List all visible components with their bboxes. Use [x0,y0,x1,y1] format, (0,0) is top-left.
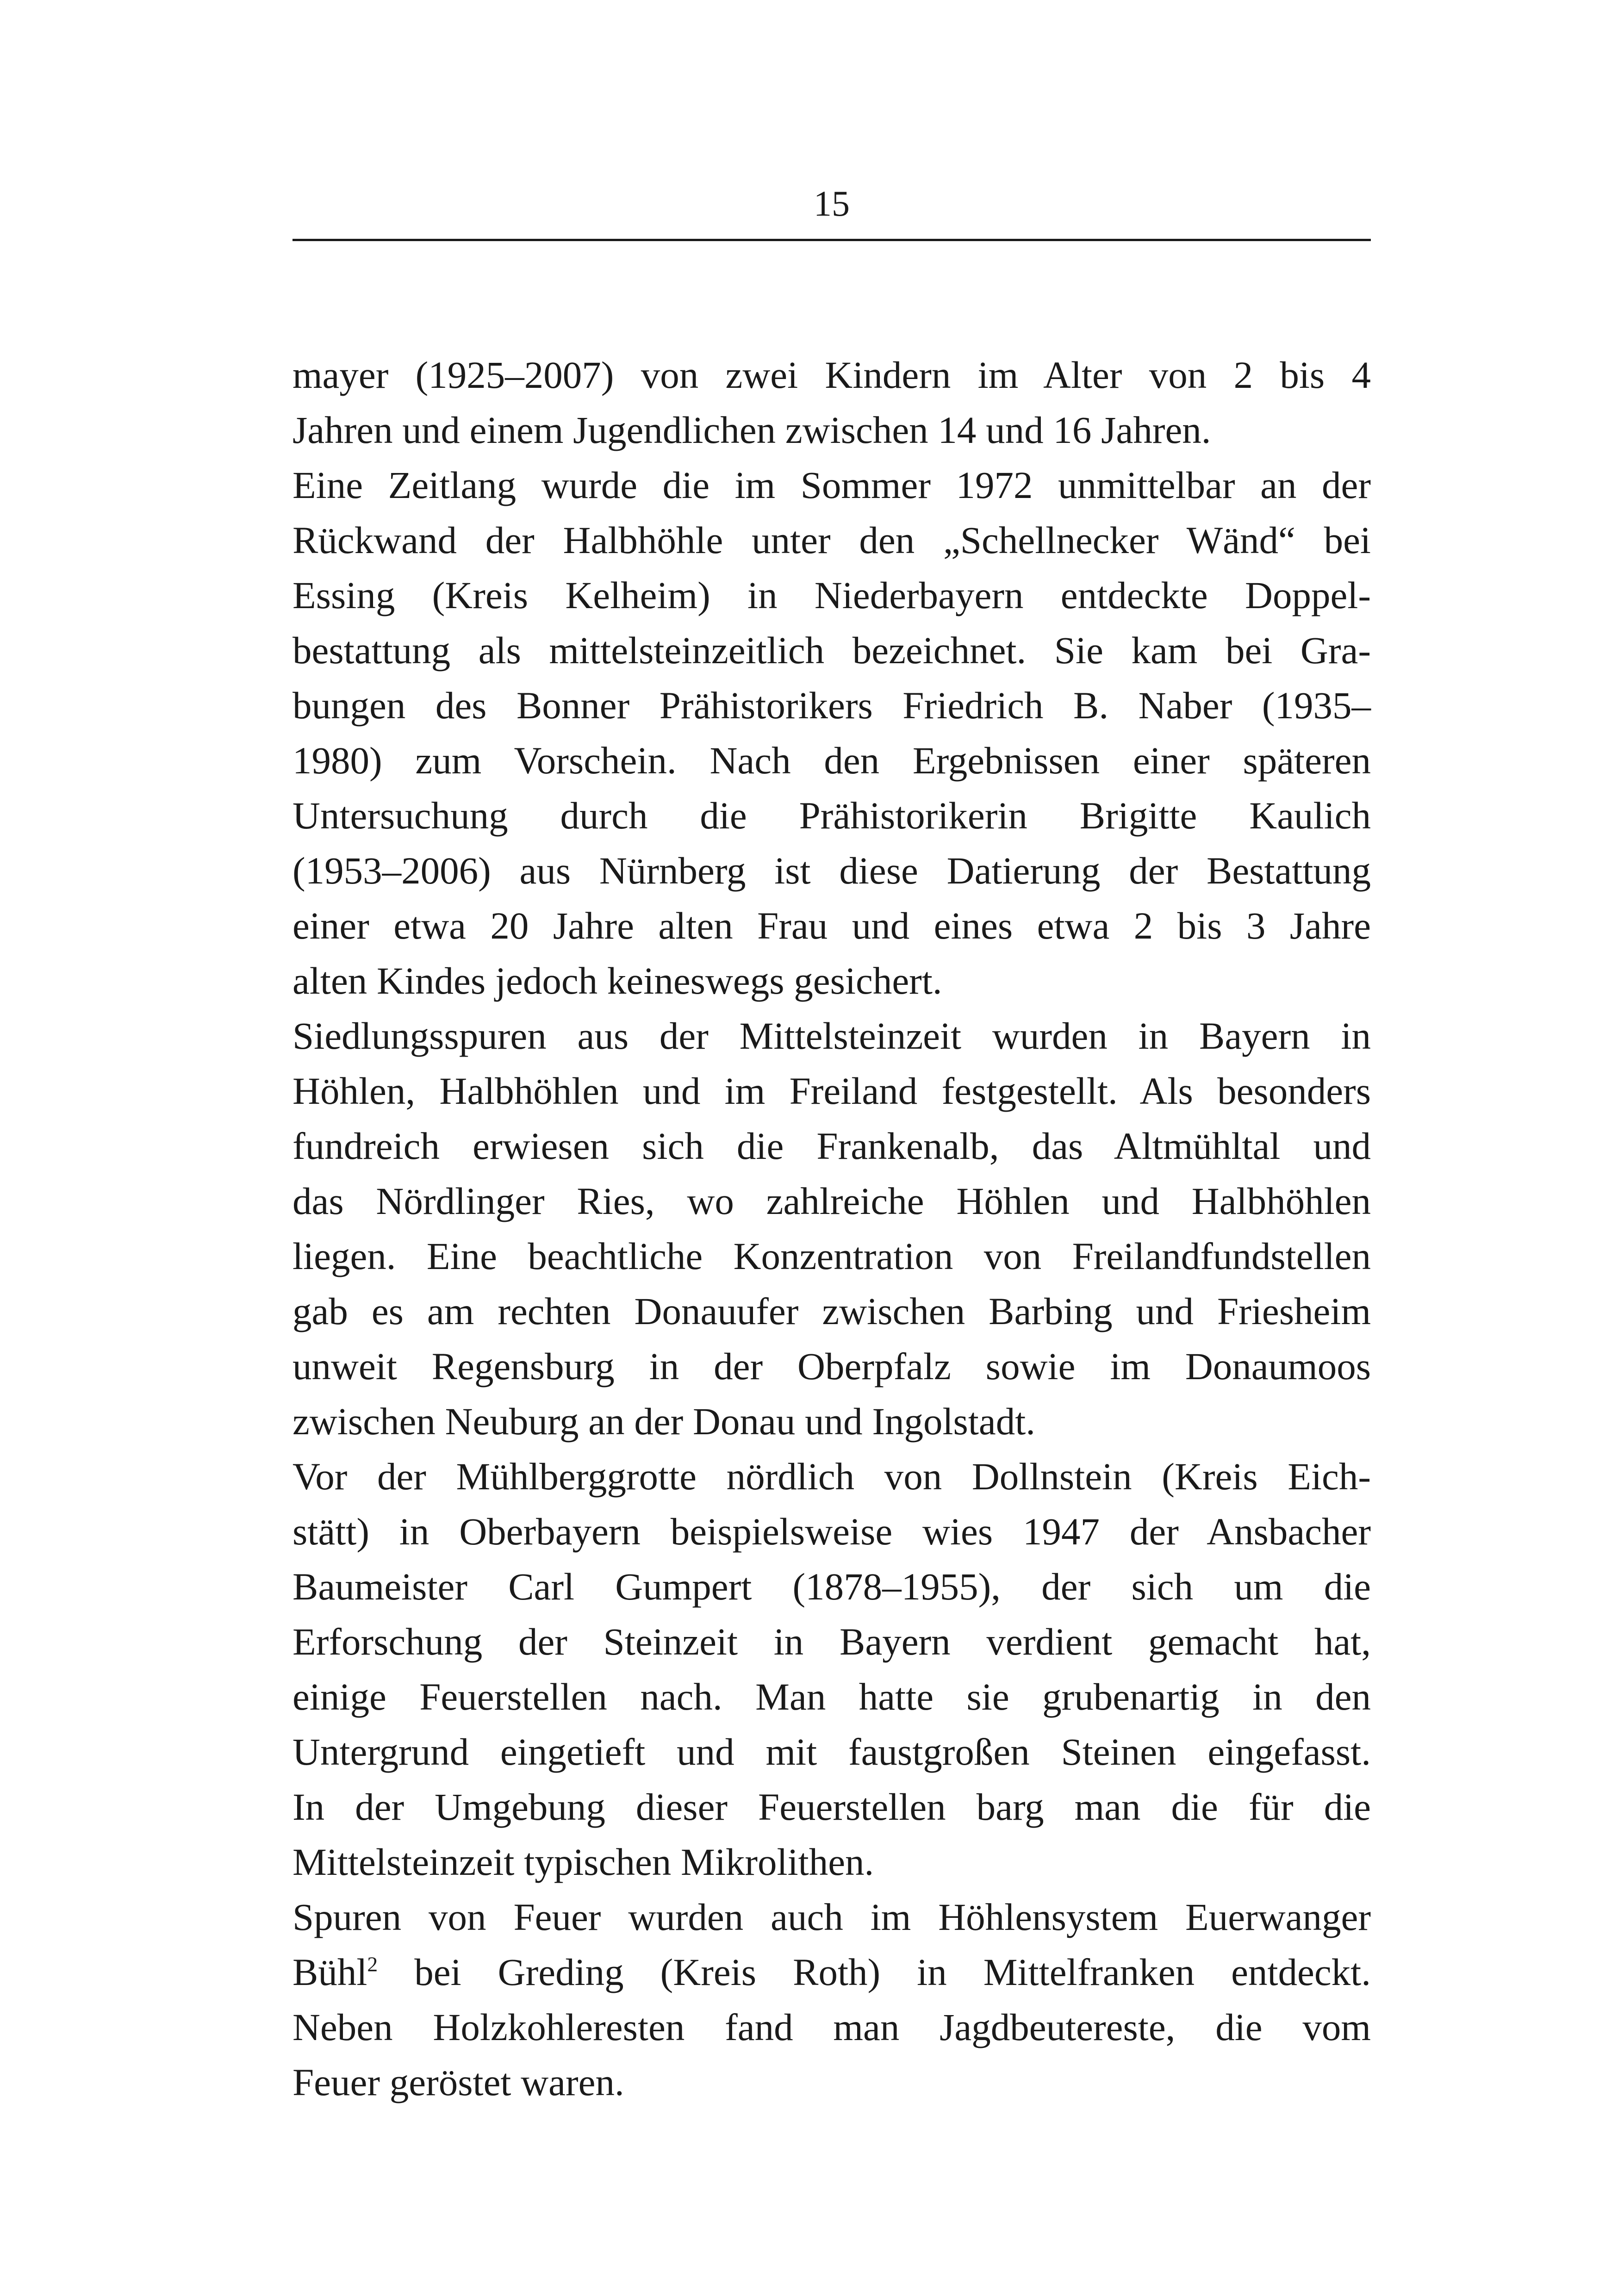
text-line: Eine Zeitlang wurde die im Sommer 1972 unmittelbar an der [292,464,1371,506]
header-rule [292,239,1371,241]
text-line: gab es am rechten Donauufer zwischen Barbing und Friesheim [292,1290,1371,1332]
book-page [292,176,1371,2110]
text-line: Vor der Mühlberggrotte nördlich von Dollnstein (Kreis Eich- [292,1455,1371,1498]
text-line: Neben Holzkohleresten fand man Jagdbeutereste, die vom [292,2006,1371,2048]
text-line: liegen. Eine beachtliche Konzentration von Freilandfundstellen [292,1235,1371,1277]
text-line: alten Kindes jedoch keineswegs gesichert. [292,959,942,1002]
text-line: bestattung als mittelsteinzeitlich bezeichnet. Sie kam bei Gra- [292,629,1371,672]
text-line: Untersuchung durch die Prähistorikerin Brigitte Kaulich [292,794,1371,837]
paragraph-1 [292,348,1371,458]
text-line: Rückwand der Halbhöhle unter den „Schellnecker Wänd“ bei [292,519,1371,561]
text-line: Mittelsteinzeit typischen Mikrolithen. [292,1841,874,1883]
text-line: Feuer geröstet waren. [292,2061,624,2103]
text-line: Spuren von Feuer wurden auch im Höhlensystem Euerwanger [292,1896,1371,1938]
text-segment: bei Greding (Kreis Roth) in Mittelfranken entdeckt. [378,1951,1371,1993]
text-line: unweit Regensburg in der Oberpfalz sowie im Donaumoos [292,1345,1371,1388]
text-line: Baumeister Carl Gumpert (1878–1955), der sich um die [292,1565,1371,1608]
paragraph-4 [292,1449,1371,1890]
text-line: (1953–2006) aus Nürnberg ist diese Datierung der Bestattung [292,849,1371,892]
text-line: Höhlen, Halbhöhlen und im Freiland festgestellt. Als besonders [292,1070,1371,1112]
body-text [292,348,1371,2110]
paragraph-3 [292,1008,1371,1449]
text-line: Jahren und einem Jugendlichen zwischen 14 und 16 Jahren. [292,409,1211,451]
page-number: 15 [814,183,850,224]
text-line: Untergrund eingetieft und mit faustgroßen Steinen eingefasst. [292,1730,1371,1773]
text-line: In der Umgebung dieser Feuerstellen barg man die für die [292,1786,1371,1828]
text-line: einige Feuerstellen nach. Man hatte sie grubenartig in den [292,1675,1371,1718]
text-line: zwischen Neuburg an der Donau und Ingolstadt. [292,1400,1036,1443]
text-line-with-footnote [292,1945,1371,2000]
text-line: 1980) zum Vorschein. Nach den Ergebnissen einer späteren [292,739,1371,782]
text-line: Erforschung der Steinzeit in Bayern verdient gemacht hat, [292,1620,1371,1663]
text-segment: Bühl [292,1951,367,1993]
text-line: mayer (1925–2007) von zwei Kindern im Alter von 2 bis 4 [292,354,1371,396]
text-line: bungen des Bonner Prähistorikers Friedrich B. Naber (1935– [292,684,1371,727]
text-line: einer etwa 20 Jahre alten Frau und eines etwa 2 bis 3 Jahre [292,904,1371,947]
paragraph-2 [292,458,1371,1008]
text-line: Siedlungsspuren aus der Mittelsteinzeit wurden in Bayern in [292,1014,1371,1057]
footnote-marker[interactable]: 2 [367,1952,378,1976]
text-line: Essing (Kreis Kelheim) in Niederbayern entdeckte Doppel- [292,574,1371,616]
paragraph-5 [292,1890,1371,2110]
text-line: stätt) in Oberbayern beispielsweise wies 1947 der Ansbacher [292,1510,1371,1553]
text-line: fundreich erwiesen sich die Frankenalb, das Altmühltal und [292,1125,1371,1167]
text-line: das Nördlinger Ries, wo zahlreiche Höhlen und Halbhöhlen [292,1180,1371,1222]
